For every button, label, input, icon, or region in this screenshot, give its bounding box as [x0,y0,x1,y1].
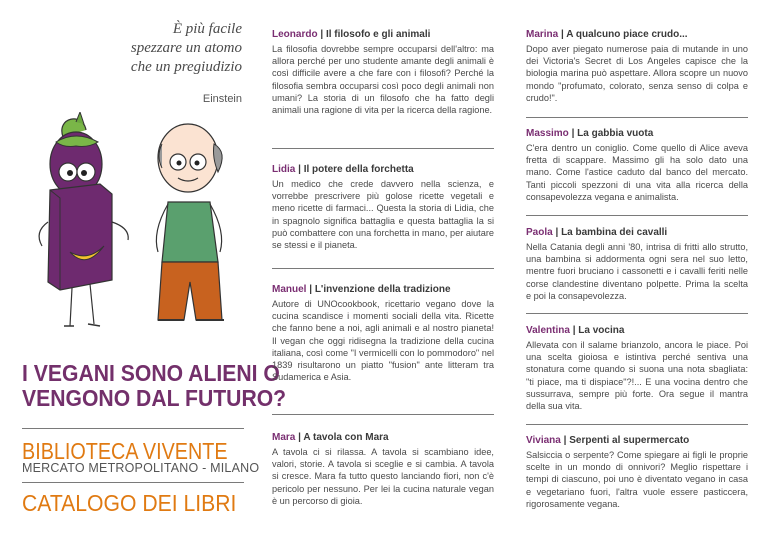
entry-text: Autore di UNOcookbook, ricettario vegano dove la cucina scandisce i momenti sociali della vita. Ricette che fanno bene a noi, agli animali e al nostro pianeta! Il vegan che oggi ridisegna la tradizione della cucina italiana, così come "I vermicelli con lo pommodoro" nel 1839 risultarono un piatto "fusion" ante litteram tra Sudamerica e Asia. [272,299,495,383]
divider [526,117,748,118]
entry-heading: Valentina | La vocina [526,325,625,336]
headline-line: I VEGANI SONO ALIENI O [22,360,280,386]
entry-title: Serpenti al supermercato [569,435,690,446]
divider [272,268,494,269]
book-entry [526,128,748,203]
entry-title: L'invenzione della tradizione [314,284,451,295]
quote-line: spezzare un atomo [130,40,242,56]
entry-text: Un medico che crede davvero nella scienza, e vorrebbe prescrivere più golose ricette vegetali e meno ricette di farmaci... Questa la storia di Lidia, che in spagnolo significa battaglia e questa battaglia la si può combattere con una forchetta in mano, per aiutare se stessi e il pianeta. [272,179,494,251]
book-entry [272,284,494,383]
entry-text: A tavola ci si rilassa. A tavola si scambiano idee, valori, storie. A tavola si sceglie e si cambia. A tavola si cresce. Mara fa tutto questo lanciando fiori, non c'è pericolo per nessuno. Per lei la cucina naturale vegan è un percorso di gioia. [272,447,494,506]
biblioteca-subtitle: MERCATO METROPOLITANO - MILANO [22,461,260,475]
entry-text: Allevata con il salame brianzolo, ancora le piace. Poi una scelta gioiosa e istintiva perché sentiva una stonatura come quando si suona una nota sbagliata: "ti piace, ma ti dispiace"?!... E una vocina dentro che sussurrava, sempre più forte. Ora segue il mantra della sua vita. [526,340,748,412]
entry-name: Viviana [526,435,561,446]
divider [272,414,494,415]
entry-text: Salsiccia o serpente? Come spiegare ai figli le proprie scelte in un mondo di onnivori? Meglio rispettare i tempi di ciascuno, poi uno è diventato vegano in casa e vegetariano fuori, l'altra vuole essere pasticcera, rigorosamente vegana. [526,450,748,509]
entry-text: C'era dentro un coniglio. Come quello di Alice aveva fretta di scappare. Massimo gli ha solo dato una mano. Come l'astice caduto dal banco del mercato. Tanti piccoli spezzoni di una vita alla ricerca della consapevolezza vegana e animalista. [526,143,748,202]
divider [526,313,748,314]
illustration [28,112,250,340]
book-entry [526,435,748,510]
entry-heading: Massimo | La gabbia vuota [526,128,654,139]
entry-title: A qualcuno piace crudo... [566,29,688,40]
entry-heading: Lidia | Il potere della forchetta [272,164,414,175]
book-entry [272,432,494,507]
entry-name: Mara [272,432,296,443]
entry-name: Lidia [272,164,296,175]
book-entry [272,29,494,116]
entry-name: Paola [526,227,553,238]
catalog-title: CATALOGO DEI LIBRI [22,490,237,516]
entry-heading: Paola | La bambina dei cavalli [526,227,668,238]
divider [22,482,244,483]
entry-text: La filosofia dovrebbe sempre occuparsi dell'altro: ma allora perché per uno studente amante degli animali è così difficile avere a che fare con i filosofi? Perché la filosofia sembra occuparsi così poco degli animali non umani? La storia di un filosofo che ha fatto degli animali una ragione di vita per la ricerca della ragione. [272,44,494,116]
biblioteca-title: BIBLIOTECA VIVENTE [22,438,228,464]
entry-text: Nella Catania degli anni '80, intrisa di fritti allo strutto, una bambina si addormenta ogni sera nel suo letto, mentre fuori bruciano i cassonetti e i cavalli feriti nelle corse clandestine diventano polpette. Prima la scelta e poi la consapevolezza. [526,242,748,301]
book-entry [526,29,748,104]
entry-heading: Manuel | L'invenzione della tradizione [272,284,451,295]
entry-heading: Viviana | Serpenti al supermercato [526,435,690,446]
quote-line: che un pregiudizio [130,59,242,75]
quote [96,20,242,77]
entry-name: Massimo [526,128,569,139]
entry-heading: Mara | A tavola con Mara [272,432,389,443]
divider [22,428,244,429]
divider [526,215,748,216]
book-entry [272,164,494,251]
entry-name: Valentina [526,325,570,336]
book-entry [526,227,748,302]
entry-name: Leonardo [272,29,318,40]
divider [272,148,494,149]
entry-heading: Marina | A qualcuno piace crudo... [526,29,688,40]
entry-title: La bambina dei cavalli [561,227,668,238]
divider [526,424,748,425]
man-character [156,124,224,320]
headline [22,360,287,411]
entry-text: Dopo aver piegato numerose paia di mutande in uno dei Victoria's Secret di Los Angeles capisce che la biologia marina può aspettare. Allora scopre un nuovo mondo "profumato, colorato, senza senso di colpa e crudo!". [526,44,748,103]
entry-title: La gabbia vuota [577,128,654,139]
entry-name: Marina [526,29,559,40]
entry-title: La vocina [578,325,625,336]
quote-author: Einstein [202,93,242,105]
entry-title: A tavola con Mara [303,432,389,443]
entry-name: Manuel [272,284,307,295]
entry-title: Il potere della forchetta [303,164,414,175]
book-entry [526,325,748,412]
entry-heading: Leonardo | Il filosofo e gli animali [272,29,431,40]
eggplant-book-character [39,112,128,326]
entry-title: Il filosofo e gli animali [325,29,431,40]
quote-line: È più facile [172,21,242,37]
headline-line: VENGONO DAL FUTURO? [22,385,287,411]
